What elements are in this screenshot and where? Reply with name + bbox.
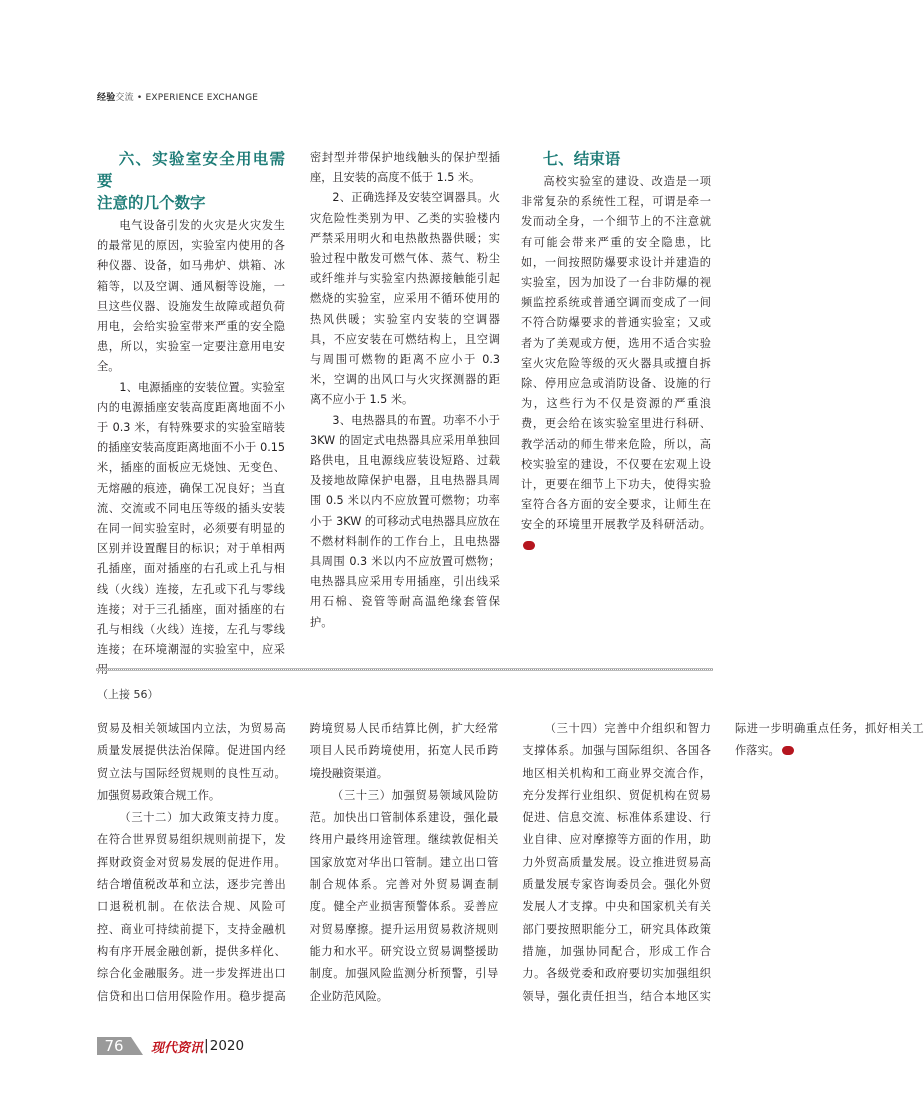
- section6-item1: 1、电源插座的安装位置。实验室内的电源插座安装高度距离地面不小于 0.3 米，有特殊要求的实验室暗装的插座安装高度距离地面不小于 0.15 米，插座的面板应无烧蚀、无变色、无熔融的痕迹，确保工况良好；当直流、交流或不同电压等级的插头安装在同一间实验室时，必须要有明显的区别并设置醒目的标识；对于单相两孔插座，面对插座的右孔或上孔与相线（火线）连接，左孔或下孔与零线连接；对于三孔插座，面对插座的右孔与相线（火线）连接，左孔与零线连接；在环境潮湿的实验室中，应采: [97, 380, 285, 657]
- continued-flow-p1: 贸易及相关领域国内立法，为贸易高质量发展提供法治保障。促进国内经贸立法与国际经贸规则的良性互动。加强贸易政策合规工作。: [97, 722, 286, 802]
- continued-flow: [97, 718, 924, 1008]
- section6-item2: 2、正确选择及安装空调器具。火灾危险性类别为甲、乙类的实验楼内严禁采用明火和电热散热器供暖；实验过程中散发可燃气体、蒸气、粉尘或纤维并与实验室内热源接触能引起燃烧的实验室，应采用不循环使用的热风供暖；实验室内安装的空调器具，不应安装在可燃结构上，且空调与周围可燃物的距离不应小于 0.3 米，空调的出风口与火灾探测器的距离不应小于 1.5 米。: [310, 191, 500, 407]
- header-section-cn-bold: 经验: [97, 93, 116, 103]
- article-column-1: [97, 148, 285, 681]
- section7-heading: 七、结束语: [542, 150, 621, 168]
- section6-heading-line1: 六、实验室安全用电需要: [97, 150, 285, 190]
- section-divider: [96, 668, 713, 671]
- section6-intro: 电气设备引发的火灾是火灾发生的最常见的原因，实验室内使用的各种仪器、设备，如马弗炉、烘箱、冰箱等，以及空调、通风橱等设施，一旦这些仪器、设施发生故障或超负荷用电，会给实验室带来严重的安全隐患，所以，实验室一定要注意用电安全。: [97, 219, 285, 374]
- continued-flow-p2: （三十二）加大政策支持力度。在符合世界贸易组织规则前提下，发挥财政资金对贸易发展的促进作用。结合增值税改革和立法，逐步完善出口退税机制。在依法合规、风险可控、商业可持续前提下，支持金融机构有序开展金融创新，提供多样化、综合化金融服务。进一步发挥进出口信贷和出口信用保险作用。稳步提高跨境贸易人民币结算比例，扩大经常项目人民币跨境使用，拓宽人民币跨境投融资渠道。: [97, 722, 499, 1003]
- header-separator: •: [136, 93, 143, 103]
- continued-flow-p4-text: （三十四）完善中介组织和智力支撑体系。加强与国际组织、各国各地区相关机构和工商业界交流合作，充分发挥行业组织、贸促机构在贸易促进、信息交流、标准体系建设、行业自律、应对摩擦等方面的作用，助力外贸高质量发展。设立推进贸易高质量发展专家咨询委员会。强化外贸发展人才支撑。中央和国家机关有关部门要按照职能分工，研究具体政策措施，加强协同配合，形成工作合力。各级党委和政府要切实加强组织领导，强化责任担当，结合本地区实际进一步明确重点任务，抓好相关工作落实。: [522, 722, 924, 1003]
- section7-body-text: 高校实验室的建设、改造是一项非常复杂的系统性工程，可谓是牵一发而动全身，一个细节上的不注意就有可能会带来严重的安全隐患，比如，一间按照防爆要求设计并建造的实验室，因为加设了一台非防爆的视频监控系统或普通空调而变成了一间不符合防爆要求的普通实验室；又或者为了美观或方便，选用不适合实验室火灾危险等级的灭火器具或擅自拆除、停用应急或消防设备、设施的行为，这些行为不仅是资源的严重浪费，更会给在该实验室里进行科研、教学活动的师生带来危险，所以，高校实验室的建设，不仅要在宏观上设计，更要在细节上下功夫，使得实验室符合各方面的安全要求，让师生在安全的环境里开展教学及科研活动。: [521, 175, 711, 532]
- issue-year: 2020: [209, 1038, 245, 1054]
- running-header: [97, 90, 258, 103]
- magazine-logo: 现代资讯: [151, 1040, 204, 1056]
- section7-body: [521, 172, 711, 556]
- section6-item1-continued: 密封型并带保护地线触头的保护型插座，且安装的高度不低于 1.5 米。: [310, 151, 500, 185]
- article-column-2: [310, 148, 500, 633]
- footer-separator: |: [204, 1038, 209, 1054]
- continued-flow-p3: （三十三）加强贸易领域风险防范。加快出口管制体系建设，强化最终用户最终用途管理。继续敦促相关国家放宽对华出口管制。建立出口管制合规体系。完善对外贸易调查制度。健全产业损害预警体系。妥善应对贸易摩擦。提升运用贸易救济规则能力和水平。研究设立贸易调整援助制度。加强风险监测分析预警，引导企业防范风险。: [309, 788, 499, 1003]
- continued-flow-p4: [522, 718, 923, 1008]
- end-mark-icon: ccc: [523, 541, 539, 551]
- continued-from-label: （上接 56）: [97, 688, 159, 701]
- header-section-cn: 交流: [115, 93, 134, 103]
- article-column-3: [521, 148, 711, 556]
- end-mark-icon: ccc: [782, 746, 798, 756]
- page-number: 76: [97, 1037, 131, 1055]
- section6-heading-line2: 注意的几个数字: [97, 194, 206, 212]
- page-footer: [97, 1037, 244, 1055]
- section6-item3: 3、电热器具的布置。功率不小于 3KW 的固定式电热器具应采用单独回路供电，且电源线应装设短路、过载及接地故障保护电器，且电热器具周围 0.5 米以内不应放置可燃物；功率小于 3KW 的可移动式电热器具应放在不燃材料制作的工作台上，且电热器具周围 0.3 米以内不应放置可燃物；电热器具应采用专用插座，引出线采用石棉、瓷管等耐高温绝缘套管保护。: [310, 413, 500, 629]
- header-section-en: EXPERIENCE EXCHANGE: [145, 93, 259, 103]
